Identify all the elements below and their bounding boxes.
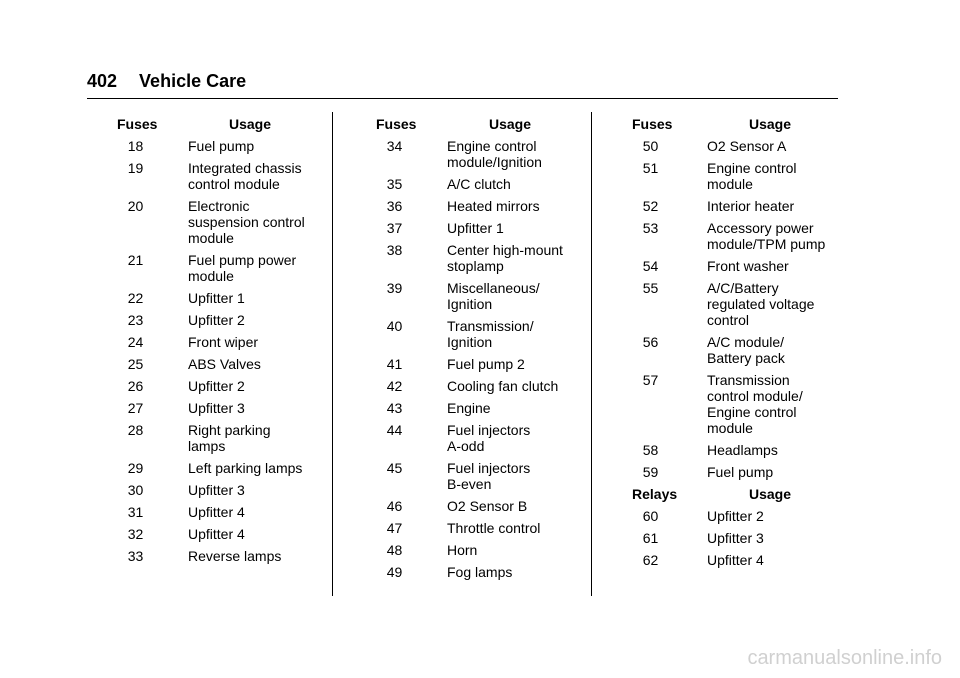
fuse-number: 21 — [127, 252, 144, 268]
fuse-number: 54 — [642, 258, 659, 274]
column-header-number: Fuses — [117, 116, 158, 132]
table-row — [632, 280, 837, 328]
fuse-number: 52 — [642, 198, 659, 214]
fuse-number: 59 — [642, 464, 659, 480]
fuse-table-column-3 — [632, 116, 837, 574]
fuse-number: 50 — [642, 138, 659, 154]
fuse-usage: A/C clutch — [447, 176, 511, 192]
fuse-number: 38 — [386, 242, 403, 258]
table-row — [632, 372, 837, 436]
table-row — [376, 520, 581, 536]
table-row — [632, 138, 837, 154]
fuse-number: 51 — [642, 160, 659, 176]
table-row — [117, 356, 322, 372]
table-section — [376, 116, 581, 580]
fuse-usage: Upfitter 2 — [188, 378, 245, 394]
column-header-usage: Usage — [489, 116, 532, 132]
fuse-number: 28 — [127, 422, 144, 438]
watermark: carmanualsonline.info — [747, 647, 942, 669]
fuse-usage: Horn — [447, 542, 478, 558]
fuse-usage: Upfitter 3 — [707, 530, 764, 546]
fuse-usage: Fuel injectors B-even — [447, 460, 531, 492]
fuse-number: 36 — [386, 198, 403, 214]
page-number: 402 — [87, 71, 118, 91]
table-row — [632, 198, 837, 214]
fuse-number: 47 — [386, 520, 403, 536]
fuse-usage: Fuel pump power module — [188, 252, 297, 284]
table-row — [376, 280, 581, 312]
table-header-row — [632, 486, 837, 502]
fuse-usage: Reverse lamps — [188, 548, 282, 564]
fuse-usage: O2 Sensor B — [447, 498, 528, 514]
fuse-number: 40 — [386, 318, 403, 334]
fuse-number: 43 — [386, 400, 403, 416]
fuse-number: 19 — [127, 160, 144, 176]
table-row — [117, 526, 322, 542]
table-row — [632, 334, 837, 366]
fuse-usage: Electronic suspension control module — [188, 198, 305, 246]
table-row — [117, 252, 322, 284]
fuse-number: 24 — [127, 334, 144, 350]
fuse-usage: Engine — [447, 400, 491, 416]
fuse-usage: Engine control module — [707, 160, 797, 192]
fuse-number: 33 — [127, 548, 144, 564]
fuse-number: 35 — [386, 176, 403, 192]
fuse-usage: Upfitter 4 — [188, 526, 245, 542]
table-row — [117, 504, 322, 520]
fuse-usage: Front wiper — [188, 334, 259, 350]
fuse-usage: Headlamps — [707, 442, 778, 458]
table-row — [376, 460, 581, 492]
table-row — [376, 378, 581, 394]
table-row — [117, 198, 322, 246]
table-row — [117, 548, 322, 564]
table-row — [117, 312, 322, 328]
column-header-usage: Usage — [749, 486, 792, 502]
fuse-number: 20 — [127, 198, 144, 214]
fuse-number: 22 — [127, 290, 144, 306]
fuse-usage: Accessory power module/TPM pump — [707, 220, 826, 252]
fuse-number: 31 — [127, 504, 144, 520]
fuse-usage: A/C module/ Battery pack — [707, 334, 785, 366]
table-row — [117, 422, 322, 454]
fuse-usage: Upfitter 4 — [707, 552, 764, 568]
table-row — [117, 334, 322, 350]
fuse-usage: Front washer — [707, 258, 789, 274]
column-header-usage: Usage — [229, 116, 272, 132]
table-row — [117, 378, 322, 394]
table-row — [117, 400, 322, 416]
table-row — [632, 220, 837, 252]
fuse-number: 46 — [386, 498, 403, 514]
fuse-number: 58 — [642, 442, 659, 458]
table-row — [117, 160, 322, 192]
table-section — [632, 116, 837, 480]
fuse-usage: Fuel pump — [188, 138, 255, 154]
fuse-number: 48 — [386, 542, 403, 558]
fuse-number: 62 — [642, 552, 659, 568]
fuse-number: 27 — [127, 400, 144, 416]
fuse-number: 25 — [127, 356, 144, 372]
fuse-usage: Upfitter 1 — [188, 290, 245, 306]
fuse-usage: Engine control module/Ignition — [447, 138, 542, 170]
fuse-usage: Upfitter 3 — [188, 482, 245, 498]
fuse-number: 37 — [386, 220, 403, 236]
table-row — [117, 482, 322, 498]
table-row — [117, 460, 322, 476]
fuse-number: 49 — [386, 564, 403, 580]
fuse-usage: Throttle control — [447, 520, 541, 536]
fuse-usage: Fog lamps — [447, 564, 513, 580]
fuse-number: 45 — [386, 460, 403, 476]
table-row — [376, 400, 581, 416]
fuse-number: 42 — [386, 378, 403, 394]
table-row — [632, 552, 837, 568]
fuse-table-column-1 — [117, 116, 322, 570]
table-header-row — [117, 116, 322, 132]
column-divider — [591, 112, 592, 596]
fuse-usage: Upfitter 4 — [188, 504, 245, 520]
table-row — [376, 542, 581, 558]
fuse-number: 18 — [127, 138, 144, 154]
fuse-usage: Miscellaneous/ Ignition — [447, 280, 540, 312]
table-row — [632, 508, 837, 524]
table-row — [117, 138, 322, 154]
table-row — [632, 464, 837, 480]
fuse-number: 34 — [386, 138, 403, 154]
fuse-usage: Integrated chassis control module — [188, 160, 302, 192]
table-row — [376, 138, 581, 170]
table-row — [376, 198, 581, 214]
fuse-usage: Center high-mount stoplamp — [447, 242, 563, 274]
column-divider — [332, 112, 333, 596]
fuse-usage: Left parking lamps — [188, 460, 303, 476]
table-row — [632, 160, 837, 192]
table-row — [376, 220, 581, 236]
fuse-usage: A/C/Battery regulated voltage control — [707, 280, 815, 328]
table-row — [117, 290, 322, 306]
fuse-number: 41 — [386, 356, 403, 372]
table-row — [376, 422, 581, 454]
fuse-usage: Upfitter 3 — [188, 400, 245, 416]
fuse-usage: ABS Valves — [188, 356, 261, 372]
column-header-number: Relays — [632, 486, 678, 502]
column-header-usage: Usage — [749, 116, 792, 132]
fuse-number: 53 — [642, 220, 659, 236]
fuse-number: 26 — [127, 378, 144, 394]
fuse-usage: Cooling fan clutch — [447, 378, 559, 394]
table-row — [376, 356, 581, 372]
section-title: Vehicle Care — [139, 71, 247, 91]
table-row — [632, 442, 837, 458]
header-rule — [87, 98, 838, 99]
fuse-usage: Upfitter 2 — [188, 312, 245, 328]
table-row — [632, 530, 837, 546]
page-header — [87, 71, 246, 92]
table-row — [376, 318, 581, 350]
fuse-number: 32 — [127, 526, 144, 542]
table-row — [376, 242, 581, 274]
column-header-number: Fuses — [376, 116, 417, 132]
fuse-usage: Fuel pump 2 — [447, 356, 525, 372]
fuse-number: 29 — [127, 460, 144, 476]
fuse-number: 23 — [127, 312, 144, 328]
fuse-number: 30 — [127, 482, 144, 498]
fuse-usage: O2 Sensor A — [707, 138, 787, 154]
fuse-usage: Fuel pump — [707, 464, 774, 480]
table-header-row — [632, 116, 837, 132]
fuse-usage: Transmission/ Ignition — [447, 318, 534, 350]
fuse-usage: Right parking lamps — [188, 422, 271, 454]
table-row — [376, 176, 581, 192]
table-section — [117, 116, 322, 564]
table-row — [376, 498, 581, 514]
fuse-number: 39 — [386, 280, 403, 296]
fuse-usage: Heated mirrors — [447, 198, 540, 214]
fuse-usage: Interior heater — [707, 198, 795, 214]
fuse-number: 56 — [642, 334, 659, 350]
fuse-number: 57 — [642, 372, 659, 388]
fuse-usage: Upfitter 1 — [447, 220, 504, 236]
fuse-number: 60 — [642, 508, 659, 524]
fuse-number: 55 — [642, 280, 659, 296]
fuse-usage: Transmission control module/ Engine control module — [707, 372, 803, 436]
fuse-usage: Upfitter 2 — [707, 508, 764, 524]
fuse-number: 61 — [642, 530, 659, 546]
column-header-number: Fuses — [632, 116, 673, 132]
table-row — [376, 564, 581, 580]
table-header-row — [376, 116, 581, 132]
table-section — [632, 486, 837, 568]
fuse-table-column-2 — [376, 116, 581, 586]
table-row — [632, 258, 837, 274]
fuse-usage: Fuel injectors A-odd — [447, 422, 531, 454]
fuse-number: 44 — [386, 422, 403, 438]
